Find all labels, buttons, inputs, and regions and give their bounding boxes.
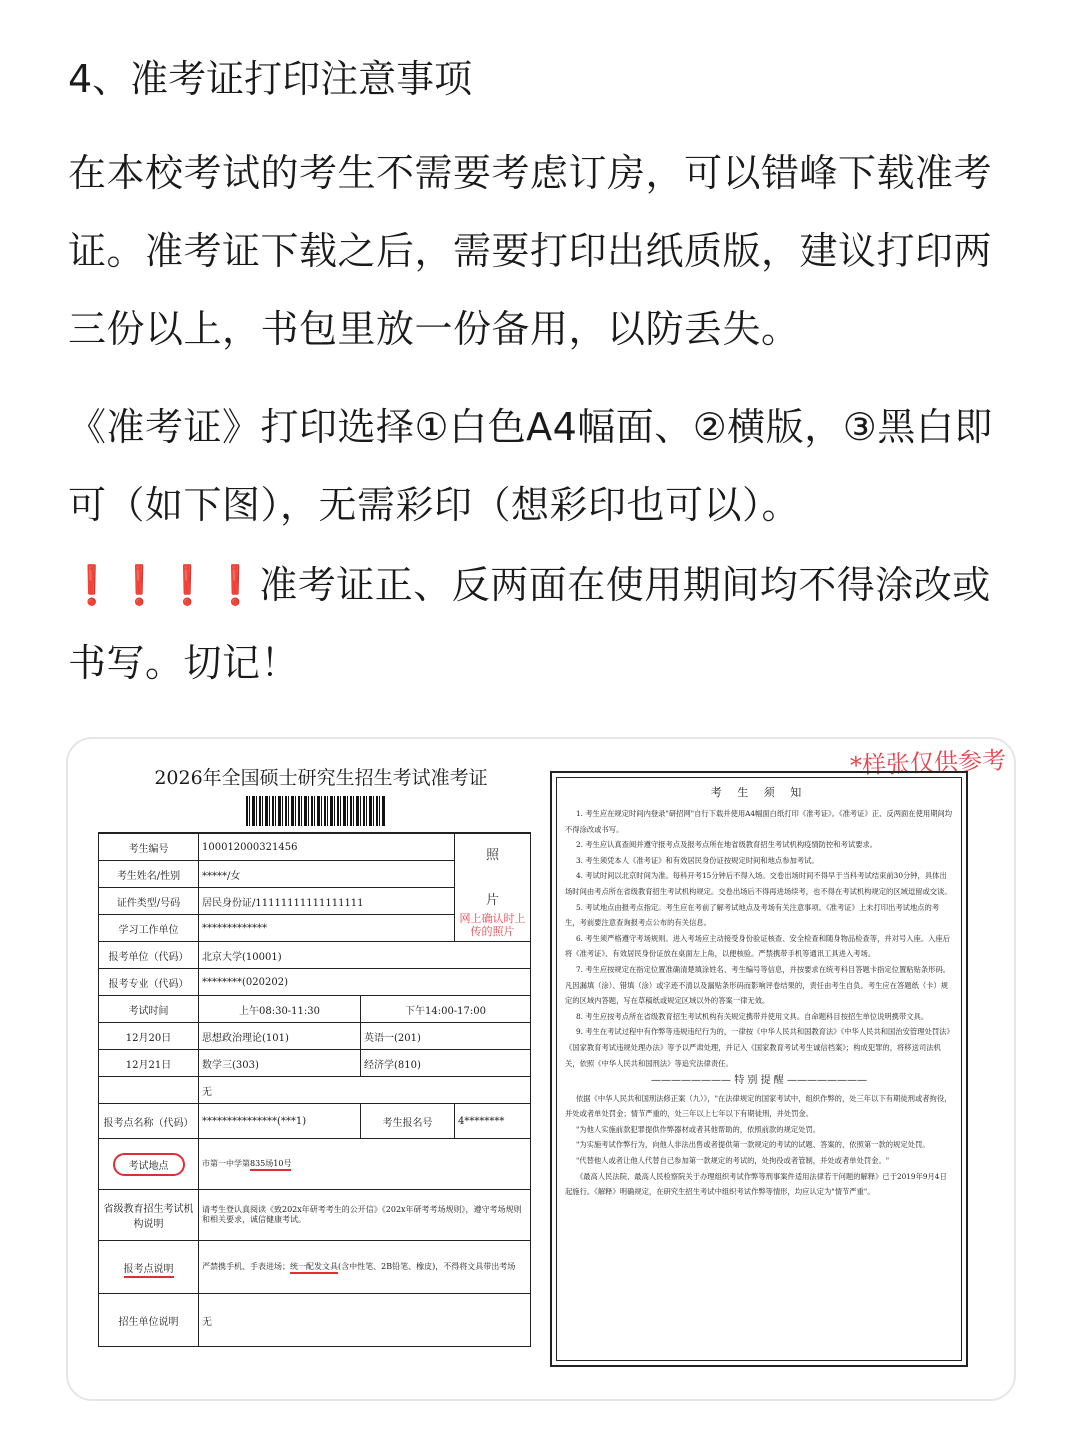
school-value: 无 xyxy=(199,1294,531,1347)
place-code: 835场10号 xyxy=(250,1159,291,1171)
prov-label: 省级教育招生考试机构说明 xyxy=(99,1190,199,1241)
site-label: 报考点名称（代码） xyxy=(99,1104,199,1139)
unit-label: 学习工作单位 xyxy=(99,915,199,942)
notice-item: 2. 考生应认真查阅并遵守报考点及报考点所在地省级教育招生考试机构疫情防控和考试要求。 xyxy=(575,840,878,850)
day2-label: 12月21日 xyxy=(99,1050,199,1077)
desc-b: 统一配发文具 xyxy=(290,1262,338,1274)
candidate-notice xyxy=(550,771,968,1367)
special-item: "为他人实施前款犯罪提供作弊器材或者其他帮助的，依照前款的规定处罚。 xyxy=(575,1124,821,1134)
table-row xyxy=(99,1050,531,1077)
pm-header: 下午14:00-17:00 xyxy=(361,996,531,1023)
table-row xyxy=(99,1139,531,1190)
notice-item: 9. 考生在考试过程中有作弊等违规违纪行为的，一律按《中华人民共和国教育法》《中华人民共和国治安管理处罚法》《国家教育考试违规处理办法》等予以严肃处理，并记入《国家教育考试考生诚信档案》；构成犯罪的，将移送司法机关，依照《中华人民共和国刑法》等追究法律责任。 xyxy=(565,1027,951,1068)
sample-watermark: *样张仅供参考 xyxy=(849,746,1007,780)
site-value: ***************(***1) xyxy=(199,1104,361,1139)
exclamation-icons: ❗❗❗❗ xyxy=(68,563,260,607)
notice-item: 1. 考生应在规定时间内登录"研招网"自行下载并使用A4幅面白纸打印《准考证》。《准考证》正、反两面在使用期间均不得涂改或书写。 xyxy=(565,809,953,834)
notice-item: 5. 考试地点由报考点指定。考生应在考前了解考试地点及考场有关注意事项。《准考证》上未打印出考试地点的考生，考前要注意查询报考点公布的有关信息。 xyxy=(565,902,940,928)
desc-value xyxy=(199,1241,531,1294)
notice-item: 3. 考生须凭本人《准考证》和有效居民身份证按规定时间和地点参加考试。 xyxy=(575,855,819,865)
table-row xyxy=(99,1023,531,1050)
section-heading: 4、准考证打印注意事项 xyxy=(68,57,473,101)
ticket-info-table xyxy=(98,832,531,1347)
table-row xyxy=(99,969,531,996)
table-row xyxy=(99,1104,531,1139)
reg-value: 4******** xyxy=(455,1104,531,1139)
day2-am: 数学三(303) xyxy=(199,1050,361,1077)
id-label: 证件类型/号码 xyxy=(99,888,199,915)
time-label: 考试时间 xyxy=(99,996,199,1023)
day3-label xyxy=(99,1077,199,1104)
reg-label: 考生报名号 xyxy=(361,1104,455,1139)
notice-title: 考 生 须 知 xyxy=(710,786,808,799)
notice-item: 4. 考试时间以北京时间为准。每科开考15分钟后不得入场。交卷出场时间不得早于当科考试结束前30分钟，具体出场时间由考点所在省级教育招生考试机构规定。交卷出场后不得再进场续考，也不得在考试机构规定的区域逗留或交谈。 xyxy=(565,871,952,896)
id-value: 居民身份证/11111111111111111 xyxy=(199,888,455,915)
unit-value: ************* xyxy=(199,915,455,942)
special-item: "为实施考试作弊行为，向他人非法出售或者提供第一款规定的考试的试题、答案的，依照第一款的规定处罚。 xyxy=(575,1140,930,1150)
day2-pm: 经济学(810) xyxy=(361,1050,531,1077)
table-row xyxy=(99,833,531,861)
special-item: 依据《中华人民共和国刑法修正案（九）》，"在法律规定的国家考试中，组织作弊的，处三年以下有期徒刑或者拘役，并处或者单处罚金；情节严重的，处三年以上七年以下有期徒刑，并处罚金。 xyxy=(565,1093,952,1119)
major-label: 报考专业（代码） xyxy=(99,969,199,996)
photo-box xyxy=(455,833,531,942)
name-value: *****/女 xyxy=(199,861,455,888)
barcode-icon xyxy=(246,796,386,826)
name-label: 考生姓名/性别 xyxy=(99,861,199,888)
table-row xyxy=(99,942,531,969)
place-label: 考试地点 xyxy=(113,1153,185,1176)
table-row xyxy=(99,996,531,1023)
desc-label-cell xyxy=(99,1241,199,1294)
special-item: "代替他人或者让他人代替自己参加第一款规定的考试的，处拘役或者管制，并处或者单处罚金。" xyxy=(575,1156,890,1166)
school-label: 招生单位说明 xyxy=(99,1294,199,1347)
photo-char-1: 照 xyxy=(485,847,499,863)
exam-no-value: 100012000321456 xyxy=(199,833,455,861)
day1-label: 12月20日 xyxy=(99,1023,199,1050)
photo-char-2: 片 xyxy=(485,892,499,908)
table-row xyxy=(99,1241,531,1294)
desc-label: 报考点说明 xyxy=(124,1264,174,1278)
warning-text: 准考证正、反两面在使用期间均不得涂改或书写。切记！ xyxy=(68,563,991,685)
day1-am: 思想政治理论(101) xyxy=(199,1023,361,1050)
place-label-cell xyxy=(99,1139,199,1190)
apply-label: 报考单位（代码） xyxy=(99,942,199,969)
exam-no-label: 考生编号 xyxy=(99,833,199,861)
admission-ticket xyxy=(98,763,534,1347)
desc-c: (含中性笔、2B铅笔、橡皮)，不得将文具带出考场 xyxy=(338,1262,516,1271)
day1-pm: 英语一(201) xyxy=(361,1023,531,1050)
photo-note: 网上确认时上传的照片 xyxy=(459,911,526,938)
table-row xyxy=(99,1294,531,1347)
paragraph-print-options: 《准考证》打印选择①白色A4幅面、②横版，③黑白即可（如下图），无需彩印（想彩印也可以）。 xyxy=(68,405,993,527)
notice-item: 6. 考生须严格遵守考场规则。进入考场应主动接受身份验证核查、安全检查和随身物品检查等，并对号入座。入座后将《准考证》、有效居民身份证放在桌面左上角，以便核验。严禁携带手机等通讯工具进入考场。 xyxy=(565,933,951,959)
special-title: ———————— 特 别 提 醒 ———————— xyxy=(651,1075,867,1087)
paragraph-warning xyxy=(68,546,1018,702)
table-row xyxy=(99,1077,531,1104)
notice-item: 8. 考生应按考点所在省级教育招生考试机构有关规定携带并使用文具。自命题科目按招生单位说明携带文具。 xyxy=(575,1011,929,1021)
place-value xyxy=(199,1139,531,1190)
place-prefix: 市第一中学第 xyxy=(202,1159,250,1168)
special-item: 《最高人民法院、最高人民检察院关于办理组织考试作弊等刑事案件适用法律若干问题的解释》已于2019年9月4日起施行。《解释》明确规定，在研究生招生考试中组织考试作弊等情形，均应认定为"情节严重"。 xyxy=(565,1171,947,1197)
notice-body xyxy=(565,806,953,1200)
desc-a: 严禁携手机、手表进场； xyxy=(202,1262,290,1271)
prov-value: 请考生登认真阅读《致202x年研考考生的公开信》《202x年研考考场规则》，遵守考场规则和相关要求，诚信健康考试。 xyxy=(199,1190,531,1241)
am-header: 上午08:30-11:30 xyxy=(199,996,361,1023)
paragraph-booking: 在本校考试的考生不需要考虑订房，可以错峰下载准考证。准考证下载之后，需要打印出纸质版，建议打印两三份以上，书包里放一份备用，以防丢失。 xyxy=(68,151,993,351)
major-value: ********(020202) xyxy=(199,969,531,996)
apply-value: 北京大学(10001) xyxy=(199,942,531,969)
table-row xyxy=(99,1190,531,1241)
sample-image-card xyxy=(66,737,1016,1401)
ticket-title: 2026年全国硕士研究生招生考试准考证 xyxy=(154,767,488,789)
day3-am: 无 xyxy=(199,1077,531,1104)
notice-item: 7. 考生应按规定在指定位置准确清楚填涂姓名、考生编号等信息，并按要求在统考科目答题卡指定位置粘贴条形码。凡因漏填（涂）、错填（涂）或字迹不清以及漏贴条形码而影响评卷结果的，责任由考生自负。考生应在答题纸（卡）规定的区域内答题，写在草稿纸或规定区域以外的答案一律无效。 xyxy=(565,964,951,1006)
